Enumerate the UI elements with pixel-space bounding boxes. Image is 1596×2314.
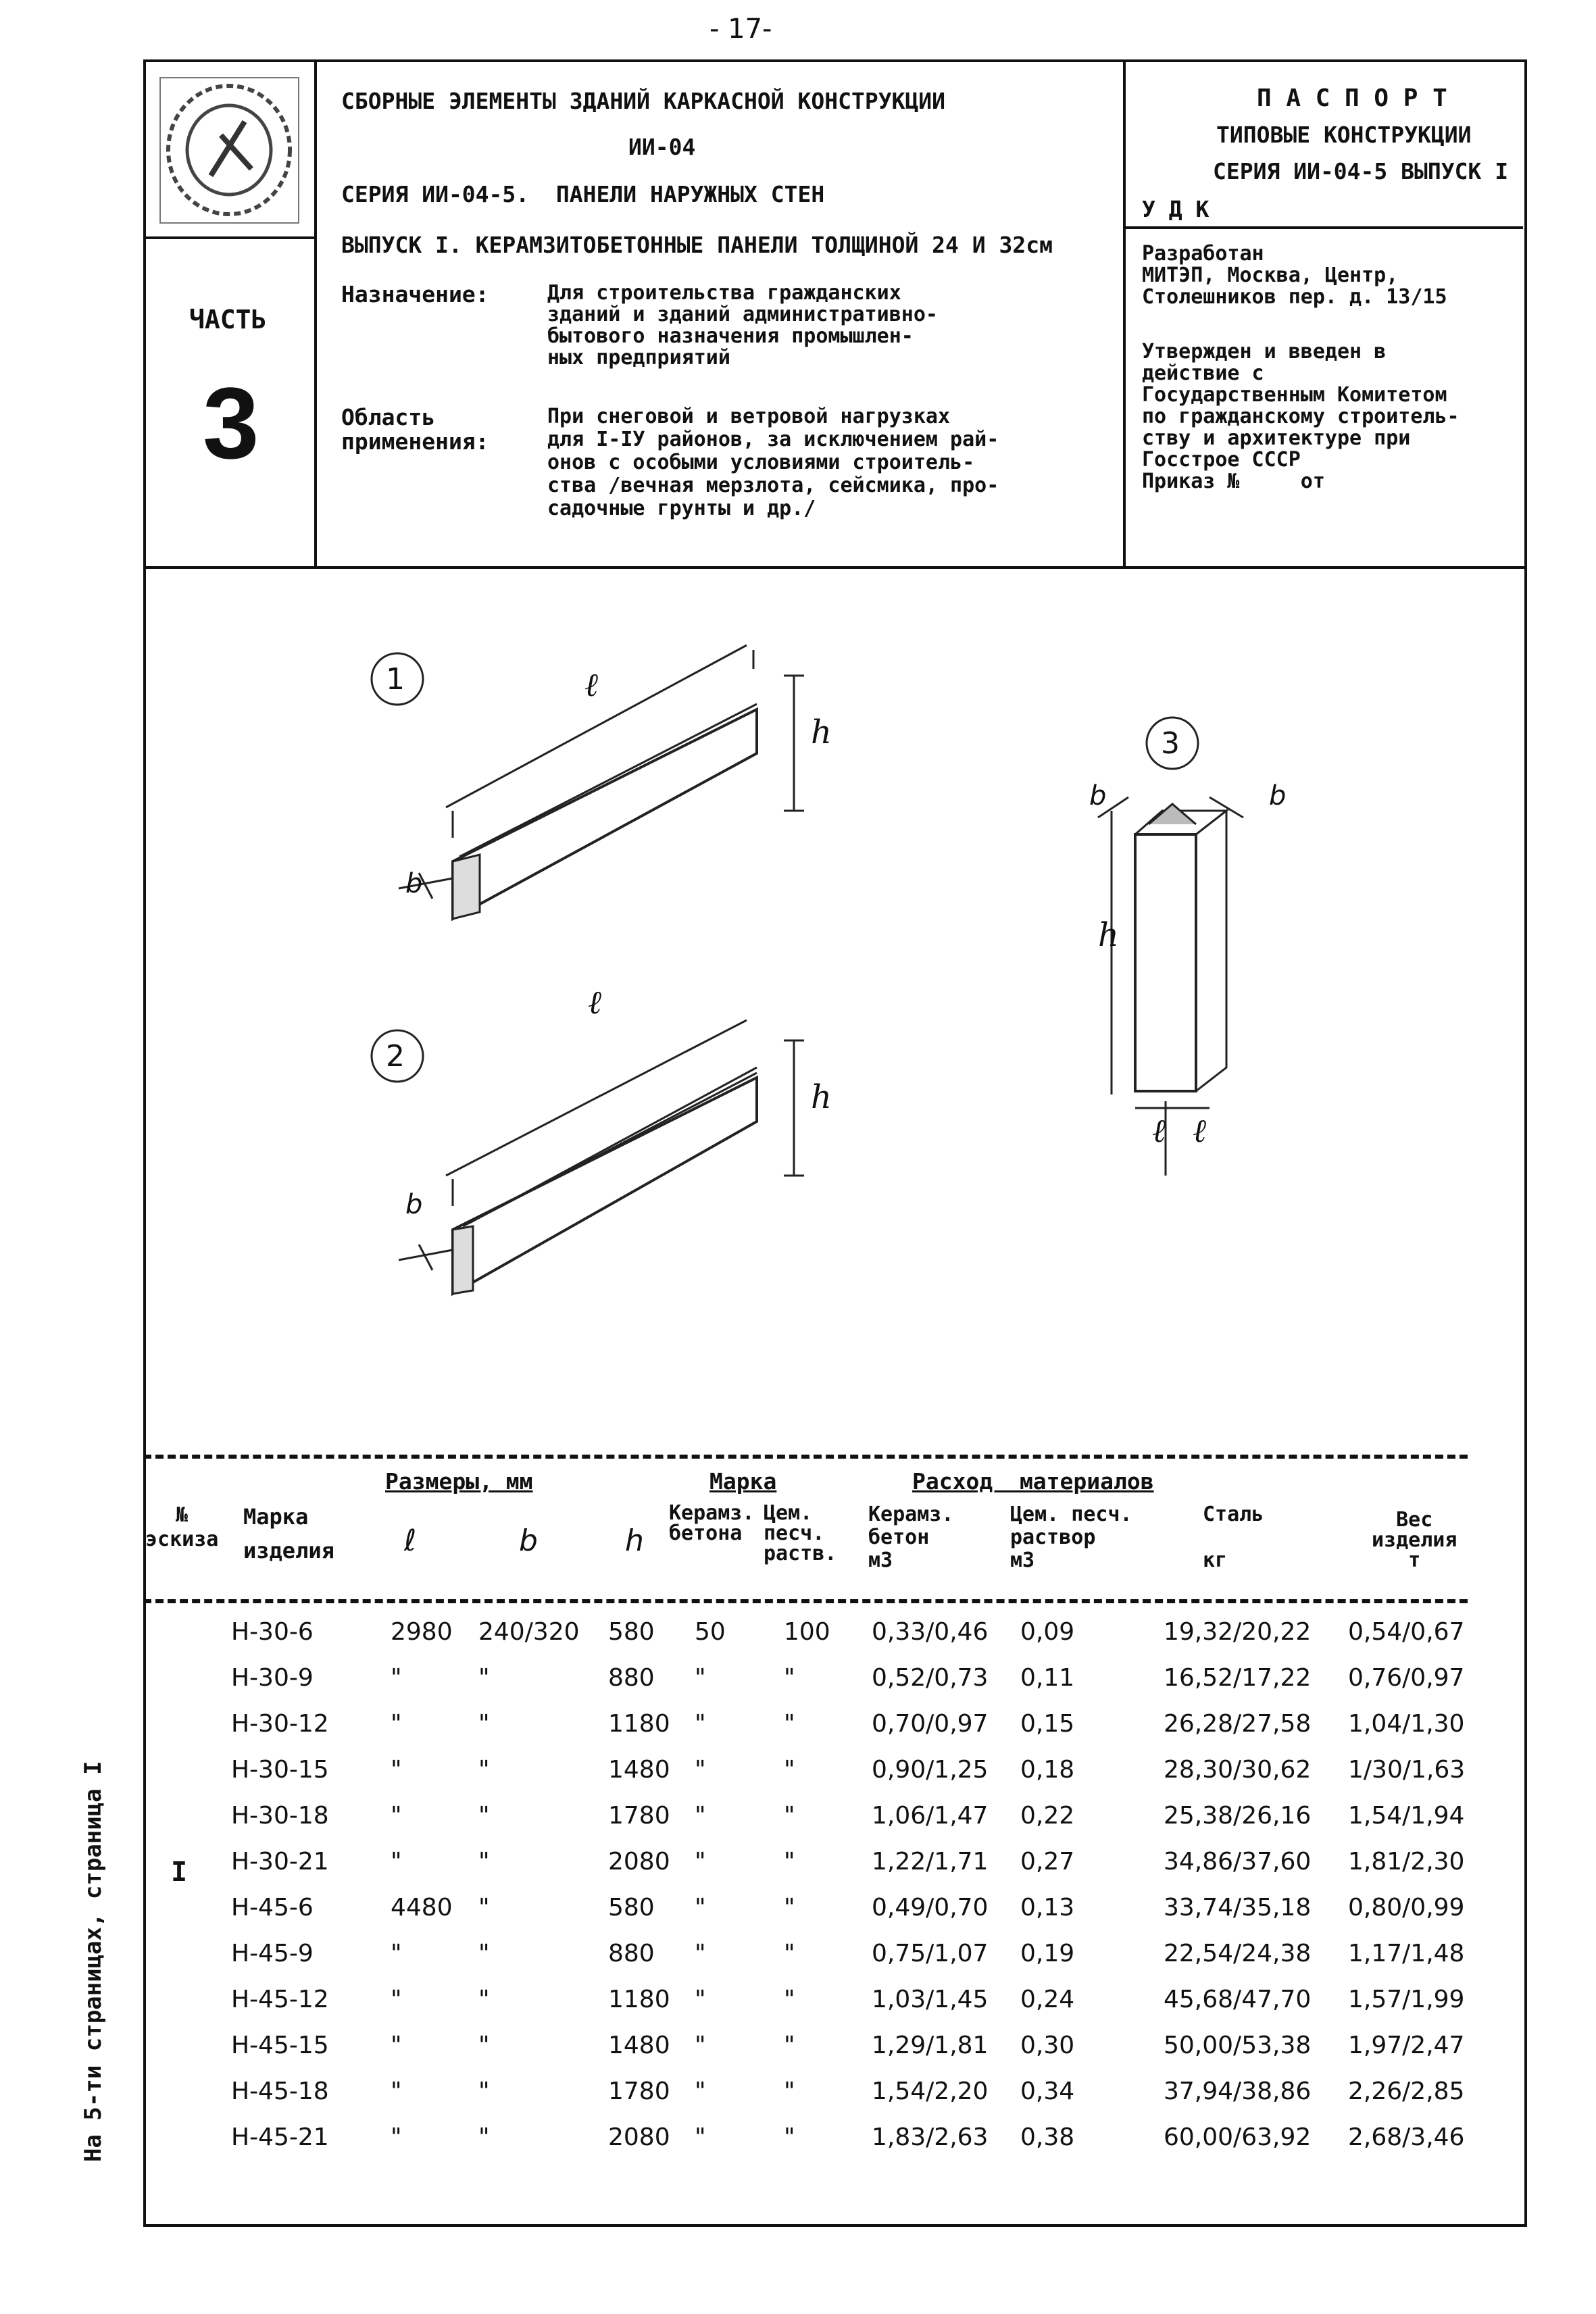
cell-h: 580 <box>608 1618 655 1646</box>
cell-w: 1,81/2,30 <box>1348 1848 1465 1876</box>
dim-b-sketch1: b <box>405 868 423 899</box>
cell-l: " <box>391 1756 402 1784</box>
cell-st: 37,94/38,86 <box>1164 2078 1312 2105</box>
header-right-divider <box>1123 59 1126 568</box>
cell-l: " <box>391 1848 402 1876</box>
cell-cm: " <box>784 1940 795 1967</box>
cell-h: 880 <box>608 1664 655 1692</box>
cell-cm: " <box>784 2032 795 2059</box>
approval-text: Утвержден и введен в действие с Государственным Комитетом по гражданскому строитель- ству и архитектуре при Госстрое СССР Приказ № от <box>1142 340 1460 493</box>
cell-cm: " <box>784 2078 795 2105</box>
sketch-1-label: 1 <box>386 662 405 697</box>
cell-b: 240/320 <box>478 1618 580 1646</box>
col-mark-header: Марка изделия <box>243 1504 334 1563</box>
cell-kb: 0,70/0,97 <box>872 1710 989 1738</box>
sketch-2-label: 2 <box>386 1039 405 1074</box>
cell-kb: 1,22/1,71 <box>872 1848 989 1876</box>
dim-b-sketch2: b <box>405 1189 423 1220</box>
svg-text:ℓ: ℓ <box>1152 1112 1166 1150</box>
cell-st: 60,00/63,92 <box>1164 2123 1312 2151</box>
cell-cm: " <box>784 1664 795 1692</box>
cell-st: 25,38/26,16 <box>1164 1802 1312 1830</box>
passport-line2: ТИПОВЫЕ КОНСТРУКЦИИ <box>1216 122 1472 148</box>
sketch-number-cell: I <box>171 1857 188 1888</box>
cell-cr: 0,27 <box>1020 1848 1075 1876</box>
cell-st: 26,28/27,58 <box>1164 1710 1312 1738</box>
cell-cr: 0,34 <box>1020 2078 1075 2105</box>
svg-text:ℓ: ℓ <box>1193 1112 1206 1150</box>
cell-b: " <box>478 2123 490 2151</box>
col-l-header: ℓ <box>404 1524 417 1558</box>
cell-b: " <box>478 1664 490 1692</box>
cell-mark: Н-30-6 <box>231 1618 314 1646</box>
cell-mark: Н-45-9 <box>231 1940 314 1967</box>
cell-h: 1780 <box>608 1802 670 1830</box>
cell-st: 33,74/35,18 <box>1164 1894 1312 1921</box>
col-weight-header: Вес изделия т <box>1372 1508 1457 1572</box>
panel-sketch-1 <box>399 645 804 919</box>
header-title-line1: СБОРНЫЕ ЭЛЕМЕНТЫ ЗДАНИЙ КАРКАСНОЙ КОНСТРУКЦИИ <box>341 88 946 114</box>
cell-mark: Н-30-15 <box>231 1756 329 1784</box>
cell-cm: 100 <box>784 1618 830 1646</box>
cell-cr: 0,15 <box>1020 1710 1075 1738</box>
cell-h: 580 <box>608 1894 655 1921</box>
developed-by: Разработан МИТЭП, Москва, Центр, Столешников пер. д. 13/15 <box>1142 242 1447 309</box>
cell-km: " <box>695 1756 706 1784</box>
svg-text:ℓ: ℓ <box>588 984 601 1022</box>
cell-l: " <box>391 2078 402 2105</box>
panel-sketch-2 <box>399 1020 804 1294</box>
cell-cm: " <box>784 1894 795 1921</box>
col-cem-header: Цем. песч. раствор м3 <box>1010 1503 1132 1572</box>
cell-b: " <box>478 2078 490 2105</box>
passport-title: П А С П О Р Т <box>1257 84 1447 112</box>
cell-l: " <box>391 1710 402 1738</box>
cell-st: 45,68/47,70 <box>1164 1986 1312 2013</box>
purpose-label: Назначение: <box>341 281 489 307</box>
svg-text:h: h <box>811 713 832 751</box>
cell-w: 1/30/1,63 <box>1348 1756 1466 1784</box>
cell-cr: 0,22 <box>1020 1802 1075 1830</box>
cell-kb: 0,49/0,70 <box>872 1894 989 1921</box>
cell-kb: 0,33/0,46 <box>872 1618 989 1646</box>
cell-km: " <box>695 2032 706 2059</box>
cell-mark: Н-45-12 <box>231 1986 329 2013</box>
cell-l: 2980 <box>391 1618 453 1646</box>
cell-kb: 1,06/1,47 <box>872 1802 989 1830</box>
cell-cr: 0,11 <box>1020 1664 1075 1692</box>
udk-divider <box>1123 226 1523 229</box>
header-title-line3: СЕРИЯ ИИ-04-5. ПАНЕЛИ НАРУЖНЫХ СТЕН <box>341 181 825 207</box>
cell-h: 2080 <box>608 1848 670 1876</box>
cell-w: 1,17/1,48 <box>1348 1940 1465 1967</box>
cell-cr: 0,13 <box>1020 1894 1075 1921</box>
dim-b-sketch3-left: b <box>1089 780 1107 811</box>
col-keramz-header: Керамз. бетон м3 <box>868 1503 954 1572</box>
cell-l: " <box>391 2123 402 2151</box>
cell-km: " <box>695 2123 706 2151</box>
cell-mark: Н-30-9 <box>231 1664 314 1692</box>
cell-b: " <box>478 2032 490 2059</box>
passport-line3: СЕРИЯ ИИ-04-5 ВЫПУСК I <box>1213 158 1509 184</box>
cell-h: 1780 <box>608 2078 670 2105</box>
cell-km: " <box>695 1894 706 1921</box>
cell-cm: " <box>784 1848 795 1876</box>
cell-mark: Н-45-15 <box>231 2032 329 2059</box>
cell-b: " <box>478 1710 490 1738</box>
cell-w: 0,76/0,97 <box>1348 1664 1465 1692</box>
col-cem-mark-header: Цем. песч. раств. <box>764 1501 837 1565</box>
cell-km: 50 <box>695 1618 726 1646</box>
cell-w: 1,54/1,94 <box>1348 1802 1465 1830</box>
panel-drawings <box>351 595 1365 1338</box>
cell-km: " <box>695 1664 706 1692</box>
logo-divider <box>143 236 316 239</box>
cell-w: 2,26/2,85 <box>1348 2078 1465 2105</box>
header-group-sizes: Размеры, мм <box>385 1468 533 1494</box>
cell-l: " <box>391 2032 402 2059</box>
cell-st: 22,54/24,38 <box>1164 1940 1312 1967</box>
cell-b: " <box>478 1986 490 2013</box>
cell-km: " <box>695 1940 706 1967</box>
header-bottom-rule <box>143 566 1524 569</box>
cell-km: " <box>695 1848 706 1876</box>
header-title-line4: ВЫПУСК I. КЕРАМЗИТОБЕТОННЫЕ ПАНЕЛИ ТОЛЩИНОЙ 24 И 32см <box>341 232 1053 258</box>
organization-logo <box>157 74 302 226</box>
cell-cm: " <box>784 1986 795 2013</box>
cell-st: 28,30/30,62 <box>1164 1756 1312 1784</box>
part-number: 3 <box>203 366 259 480</box>
cell-b: " <box>478 1802 490 1830</box>
side-note: На 5-ти страницах, страница I <box>80 1761 107 2162</box>
cell-cr: 0,09 <box>1020 1618 1075 1646</box>
cell-km: " <box>695 1710 706 1738</box>
cell-cm: " <box>784 1710 795 1738</box>
cell-km: " <box>695 1802 706 1830</box>
col-keramz-mark-header: Керамз. бетона <box>669 1501 755 1545</box>
cell-l: " <box>391 1664 402 1692</box>
cell-b: " <box>478 1940 490 1967</box>
svg-text:ℓ: ℓ <box>584 666 598 704</box>
cell-kb: 0,90/1,25 <box>872 1756 989 1784</box>
header-left-divider <box>314 59 317 568</box>
cell-h: 1180 <box>608 1710 670 1738</box>
cell-l: " <box>391 1802 402 1830</box>
cell-b: " <box>478 1848 490 1876</box>
cell-w: 0,54/0,67 <box>1348 1618 1465 1646</box>
col-b-header: b <box>519 1524 538 1558</box>
sketch-3-label: 3 <box>1161 726 1180 761</box>
cell-mark: Н-30-18 <box>231 1802 329 1830</box>
col-h-header: h <box>625 1524 644 1558</box>
dim-b-sketch3-right: b <box>1269 780 1287 811</box>
cell-h: 2080 <box>608 2123 670 2151</box>
cell-w: 0,80/0,99 <box>1348 1894 1465 1921</box>
cell-l: " <box>391 1940 402 1967</box>
cell-kb: 1,54/2,20 <box>872 2078 989 2105</box>
cell-w: 2,68/3,46 <box>1348 2123 1465 2151</box>
svg-text:h: h <box>811 1078 832 1116</box>
cell-h: 1480 <box>608 2032 670 2059</box>
cell-cm: " <box>784 2123 795 2151</box>
purpose-text: Для строительства гражданских зданий и зданий административно- бытового назначения промышлен- ных предприятий <box>547 281 938 370</box>
cell-kb: 1,03/1,45 <box>872 1986 989 2013</box>
cell-h: 1180 <box>608 1986 670 2013</box>
table-top-rule <box>143 1455 1468 1459</box>
cell-h: 880 <box>608 1940 655 1967</box>
cell-st: 19,32/20,22 <box>1164 1618 1312 1646</box>
cell-cr: 0,18 <box>1020 1756 1075 1784</box>
cell-l: 4480 <box>391 1894 453 1921</box>
cell-cr: 0,38 <box>1020 2123 1075 2151</box>
cell-mark: Н-45-21 <box>231 2123 329 2151</box>
page-number: - 17- <box>709 14 772 45</box>
table-header-rule <box>143 1599 1468 1603</box>
cell-cm: " <box>784 1756 795 1784</box>
col-steel-header: Сталь кг <box>1203 1503 1264 1572</box>
cell-b: " <box>478 1756 490 1784</box>
svg-text:h: h <box>1098 916 1119 954</box>
cell-w: 1,57/1,99 <box>1348 1986 1465 2013</box>
udk-label: У Д К <box>1142 196 1210 222</box>
header-group-mark: Марка <box>709 1468 777 1494</box>
cell-l: " <box>391 1986 402 2013</box>
cell-st: 34,86/37,60 <box>1164 1848 1312 1876</box>
cell-cr: 0,30 <box>1020 2032 1075 2059</box>
header-group-consumption: Расход материалов <box>912 1468 1154 1494</box>
cell-km: " <box>695 1986 706 2013</box>
cell-kb: 0,75/1,07 <box>872 1940 989 1967</box>
header-title-line2: ИИ-04 <box>628 134 696 160</box>
cell-kb: 0,52/0,73 <box>872 1664 989 1692</box>
cell-cm: " <box>784 1802 795 1830</box>
part-label: ЧАСТЬ <box>189 305 267 334</box>
scope-text: При снеговой и ветровой нагрузках для I-IУ районов, за исключением рай- онов с особыми условиями строитель- ства /вечная мерзлота, сейсмика, про- садочные грунты и др./ <box>547 405 999 520</box>
cell-mark: Н-30-21 <box>231 1848 329 1876</box>
cell-mark: Н-30-12 <box>231 1710 329 1738</box>
cell-kb: 1,29/1,81 <box>872 2032 989 2059</box>
col-sketch-header: № эскиза <box>145 1503 219 1551</box>
cell-b: " <box>478 1894 490 1921</box>
cell-st: 16,52/17,22 <box>1164 1664 1312 1692</box>
cell-cr: 0,19 <box>1020 1940 1075 1967</box>
cell-h: 1480 <box>608 1756 670 1784</box>
cell-km: " <box>695 2078 706 2105</box>
scope-label: Область применения: <box>341 404 489 455</box>
cell-w: 1,04/1,30 <box>1348 1710 1465 1738</box>
cell-w: 1,97/2,47 <box>1348 2032 1465 2059</box>
cell-cr: 0,24 <box>1020 1986 1075 2013</box>
column-sketch-3 <box>1098 797 1243 1176</box>
cell-st: 50,00/53,38 <box>1164 2032 1312 2059</box>
cell-mark: Н-45-6 <box>231 1894 314 1921</box>
cell-mark: Н-45-18 <box>231 2078 329 2105</box>
cell-kb: 1,83/2,63 <box>872 2123 989 2151</box>
